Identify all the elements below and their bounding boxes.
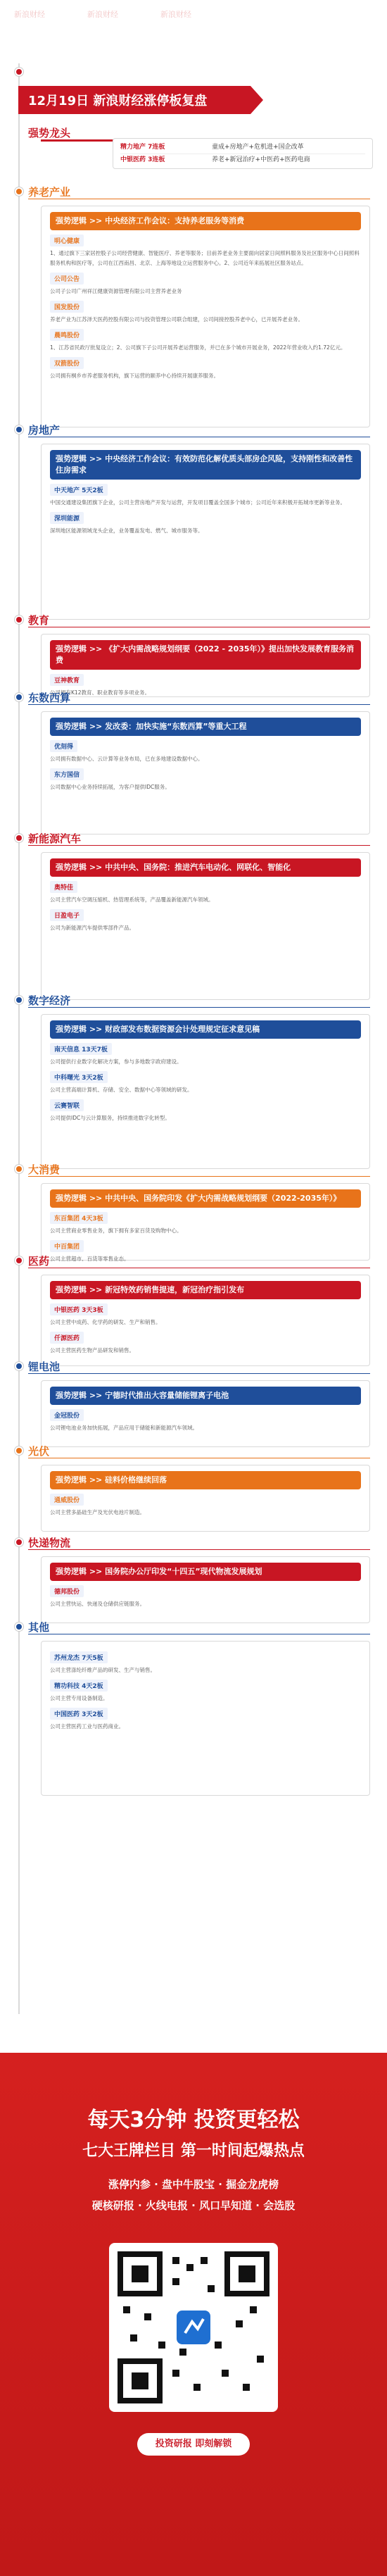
leader-name: 精力地产 7连板 [120,144,165,151]
section-box [41,1275,370,1366]
section-box [41,1014,370,1169]
section-box [41,1183,370,1261]
timeline-line [18,63,20,2014]
timeline-dot [15,1622,23,1631]
stock-description: 公司主营中成药、化学药的研发、生产和销售。 [50,1319,161,1325]
timeline-dot [15,1165,23,1173]
leader-row [120,154,365,166]
stock-name: 双箭股份 [50,357,84,369]
logic-banner: 强势逻辑 >> 财政部发布数据资源会计处理规定征求意见稿 [50,1020,361,1039]
timeline-dot [15,1362,23,1370]
stock-name: 云赛智联 [50,1099,84,1111]
section-box [41,711,370,834]
cta-button[interactable]: 投资研报 即刻解锁 [137,2433,250,2456]
timeline-dot [15,615,23,624]
section-tag: 大消费 [28,1163,61,1176]
stock-description: 公司主营超市、百货等零售业态。 [50,1256,129,1262]
timeline-dot [15,1538,23,1546]
logic-banner: 强势逻辑 >> 硅料价格继续回落 [50,1471,361,1489]
stock-description: 公司提供行业数字化解决方案，参与多地数字政府建设。 [50,1058,182,1065]
stock-description: 公司主营高端计算机、存储、安全、数据中心等领域的研发。 [50,1087,193,1093]
stock-name: 通威股份 [50,1494,84,1506]
stock-description: 公司拥有K12教育、职业教育等多项业务。 [50,689,150,696]
timeline-dot [15,68,23,76]
stock-description: 公司主营医药生物产品研发和销售。 [50,1347,134,1353]
logic-banner: 强势逻辑 >> 新冠特效药销售提速，新冠治疗指引发布 [50,1281,361,1299]
stock-name: 中百集团 [50,1240,84,1252]
brand-watermark: 新浪财经 [87,10,118,19]
footer-headline-1: 每天3分钟 投资更轻松 [87,2108,300,2132]
stock-description: 中国交通建设集团旗下企业，公司主营房地产开发与运营，开发项目覆盖全国多个城市；公司近年来积极开拓城市更新等业务。 [50,499,345,506]
section-tag: 东数西算 [28,692,71,704]
promo-footer [0,2053,387,2576]
stock-name: 仟源医药 [50,1332,84,1344]
brand-watermark: 新浪财经 [14,10,45,19]
section-box [41,1641,370,1796]
stock-name: 豆神教育 [50,674,84,686]
logic-banner: 强势逻辑 >> 《扩大内需战略规划纲要（2022 - 2035年）》提出加快发展教育服务消费 [50,640,361,670]
section-tag: 快递物流 [28,1537,71,1549]
stock-name: 金冠股份 [50,1409,84,1421]
stock-name: 南天信息 13天7板 [50,1043,112,1055]
stock-name: 优刻得 [50,740,77,752]
leader-tags: 养老+新冠治疗+中医药+医药电商 [212,156,310,163]
section-box [41,1380,370,1447]
timeline-dot [15,1256,23,1265]
timeline-dot [15,996,23,1004]
stock-description: 公司为新能源汽车提供零部件产品。 [50,925,134,931]
section-underline [28,1373,370,1374]
stock-name: 晨鸣股份 [50,329,84,341]
section-underline [28,1007,370,1008]
stock-description: 公司子公司广州祥江健康资源管理有限公司主营养老业务 [50,288,182,294]
stock-name: 精功科技 4天2板 [50,1680,108,1692]
section-box [41,1556,370,1623]
section-tag: 光伏 [28,1445,50,1458]
section-underline [28,1176,370,1177]
stock-description: 公司拥有桐乡市养老服务机构，旗下运营的颐养中心持续开展康养服务。 [50,373,219,379]
stock-description: 公司主营多晶硅生产及光伏电池片制造。 [50,1509,145,1515]
section-underline [28,845,370,846]
leader-tags: 童成+房地产+危机进+国企改革 [212,144,304,151]
stock-description: 公司拥有数据中心、云计算等业务布局，已在多地建设数据中心。 [50,756,203,762]
stock-description: 公司主营汽车空调压缩机、热管理系统等，产品覆盖新能源汽车领域。 [50,896,214,903]
stock-name: 苏州龙杰 7天5板 [50,1651,108,1663]
footer-line-1: 涨停内参 · 盘中牛股宝 · 掘金龙虎榜 [108,2178,279,2191]
logic-banner: 强势逻辑 >> 中央经济工作会议：有效防范化解优质头部房企风险，支持刚性和改善性住房需求 [50,450,361,480]
section-underline [28,704,370,705]
timeline-dot [15,834,23,842]
section-tag: 房地产 [28,424,61,437]
stock-description: 深圳地区能源领域龙头企业，业务覆盖发电、燃气、城市服务等。 [50,527,203,534]
stock-name: 明心健康 [50,235,84,246]
leaders-box [113,138,373,169]
stock-description: 公司提供IDC与云计算服务，持续推进数字化转型。 [50,1115,170,1121]
stock-name: 德邦股份 [50,1585,84,1597]
section-box [41,206,370,427]
section-tag: 新能源汽车 [28,832,82,845]
section-box [41,634,370,697]
stock-name: 公司公告 [50,273,84,285]
qr-code-icon [109,2243,278,2412]
section-tag: 医药 [28,1255,50,1268]
timeline-dot [15,693,23,701]
logic-banner: 强势逻辑 >> 发改委：加快实施“东数西算”等重大工程 [50,718,361,736]
logic-banner: 强势逻辑 >> 中共中央、国务院：推进汽车电动化、网联化、智能化 [50,858,361,877]
stock-description: 公司主营专用设备制造。 [50,1695,108,1701]
top-brand-bar [0,0,387,28]
stock-name: 奥特佳 [50,881,77,893]
stock-description: 1、通过旗下三家居控股子公司经营健康、智能医疗、养老等服务；目前养老业务主要面向居家日间照料服务及社区服务中心日间照料服务机构和医疗等，公司在江西南昌、北京、上海等地设立运营服务中心。2、公司近年来拓展社区服务站点。 [50,250,360,266]
stock-name: 日盈电子 [50,909,84,921]
logic-banner: 强势逻辑 >> 宁德时代推出大容量储能锂离子电池 [50,1387,361,1405]
logic-banner: 强势逻辑 >> 中央经济工作会议：支持养老服务等消费 [50,212,361,230]
stock-description: 公司主营医药工业与医药商业。 [50,1723,124,1730]
stock-description: 公司数据中心业务持续拓展，为客户提供IDC服务。 [50,784,170,790]
stock-description: 养老产业为江苏泽天医药控股有限公司与投资管理公司联合组建，公司间接控股养老中心，已开展养老业务。 [50,316,303,323]
stock-name: 中天地产 5天2板 [50,484,108,496]
brand-watermark: 新浪财经 [160,10,191,19]
timeline-dot [15,1446,23,1455]
stock-description: 公司主营快运、快递及仓储供应链服务。 [50,1601,145,1607]
stock-name: 深圳能源 [50,512,84,524]
timeline-dot [15,425,23,434]
footer-headline-2: 七大王牌栏目 第一时间起爆热点 [82,2142,305,2160]
stock-name: 国发股份 [50,301,84,313]
section-box [41,444,370,620]
section-tag: 锂电池 [28,1361,61,1373]
section-tag: 教育 [28,614,50,627]
section-tag: 其他 [28,1621,50,1634]
stock-name: 东方国信 [50,768,84,780]
logic-banner: 强势逻辑 >> 中共中央、国务院印发《扩大内需战略规划纲要（2022-2035年）》 [50,1189,361,1208]
stock-name: 东百集团 4天3板 [50,1212,108,1224]
leader-name: 中银医药 3连板 [120,156,165,163]
page-title: 12月19日 新浪财经涨停板复盘 [18,86,250,114]
qr-code[interactable] [109,2243,278,2412]
section-box [41,1465,370,1532]
stock-name: 中银医药 3天3板 [50,1303,108,1315]
stock-name: 中国医药 3天2板 [50,1708,108,1720]
section-underline [28,1549,370,1550]
leaders-label: 强势龙头 [28,127,71,139]
footer-line-2: 硬核研报 · 火线电报 · 风口早知道 · 会选股 [91,2199,296,2212]
stock-description: 公司主营涤纶纤维产品的研发、生产与销售。 [50,1667,156,1673]
stock-name: 中科曙光 3天2板 [50,1071,108,1083]
logic-banner: 强势逻辑 >> 国务院办公厅印发“十四五”现代物流发展规划 [50,1563,361,1581]
timeline-dot [15,187,23,196]
section-tag: 数字经济 [28,994,71,1007]
section-tag: 养老产业 [28,186,71,199]
stock-description: 公司主营商业零售业务，旗下拥有多家百货及购物中心。 [50,1227,182,1234]
section-box [41,852,370,1000]
leader-row [120,142,365,154]
stock-description: 公司锂电池业务加快拓展，产品应用于储能和新能源汽车领域。 [50,1425,198,1431]
stock-description: 1、江苏省民政厅批复设立；2、公司旗下子公司开展养老运营服务，并已在多个城市开展业务，2022年营业收入约1.72亿元。 [50,344,346,351]
